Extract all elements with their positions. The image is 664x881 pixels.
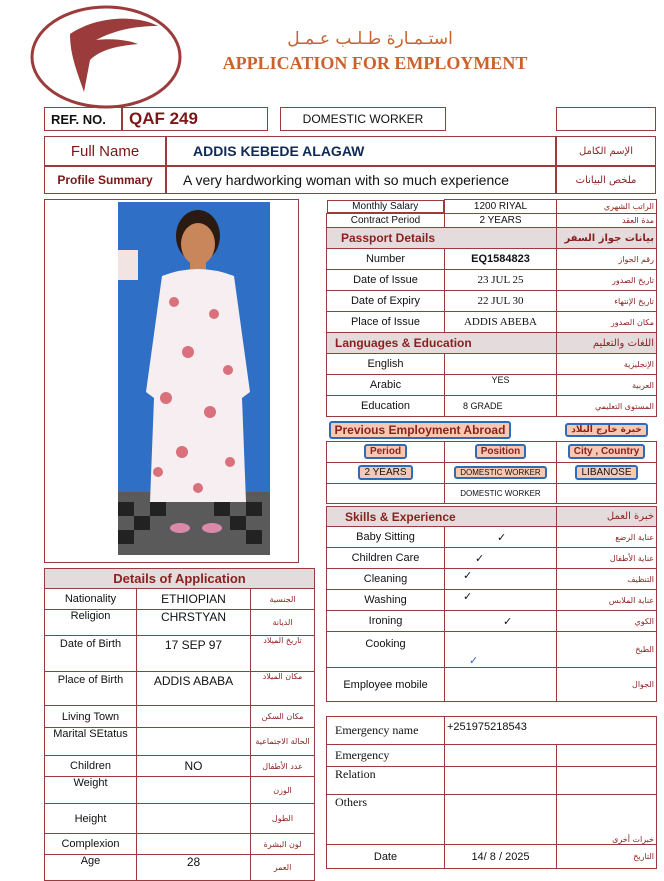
pob-label-ar: مكان الميلاد: [251, 672, 315, 706]
relation-row: [327, 767, 657, 795]
nationality-label-ar: الجنسية: [251, 589, 315, 610]
skills-header: [327, 507, 657, 527]
ref-number: QAF 249: [122, 107, 268, 131]
cleaning-label-ar: التنظيف: [557, 569, 657, 590]
children-value: NO: [137, 756, 251, 777]
others-label-ar: خبرات أخرى: [557, 795, 657, 845]
previous-row: [327, 462, 657, 483]
expiry-date-label: Date of Expiry: [327, 291, 445, 312]
previous-row: [327, 483, 657, 503]
company-logo: [30, 4, 182, 110]
relation-value: [445, 767, 557, 795]
language-row: [327, 354, 657, 375]
application-row: [45, 728, 315, 756]
application-row: [45, 804, 315, 834]
skill-row: [327, 527, 657, 548]
contract-period-value: 2 YEARS: [445, 214, 557, 228]
position-column: Position: [475, 444, 526, 459]
skills-title-ar: خبرة العمل: [557, 507, 657, 527]
previous-employment-table: [326, 420, 657, 504]
previous-employment-title: Previous Employment Abroad: [329, 421, 512, 439]
previous-country-empty: [557, 483, 657, 503]
issue-date-label: Date of Issue: [327, 270, 445, 291]
washing-label-ar: عناية الملابس: [557, 590, 657, 611]
emergency-table: [326, 716, 657, 869]
washing-check: ✓: [445, 590, 557, 611]
complexion-label: Complexion: [45, 834, 137, 855]
children-care-label: Children Care: [327, 548, 445, 569]
application-title: Details of Application: [45, 569, 315, 589]
application-row: [45, 756, 315, 777]
emergency-name-label: Emergency name: [327, 717, 445, 745]
ironing-label-ar: الكوي: [557, 611, 657, 632]
arabic-label: Arabic: [327, 375, 445, 396]
salary-label-ar: الراتب الشهري: [557, 200, 657, 214]
cooking-label: Cooking: [327, 632, 445, 668]
cleaning-check: ✓: [445, 569, 557, 590]
age-label-ar: العمر: [251, 855, 315, 881]
complexion-label-ar: لون البشرة: [251, 834, 315, 855]
arabic-value: YES: [445, 375, 557, 396]
children-care-check: ✓: [445, 548, 557, 569]
cooking-check: ✓: [445, 632, 557, 668]
religion-label: Religion: [45, 610, 137, 636]
previous-columns: [327, 441, 657, 462]
pob-label: Place of Birth: [45, 672, 137, 706]
passport-row: [327, 249, 657, 270]
languages-title: Languages & Education: [327, 333, 557, 354]
weight-value: [137, 777, 251, 804]
education-label-ar: المستوى التعليمي: [557, 396, 657, 417]
children-label-ar: عدد الأطفال: [251, 756, 315, 777]
period-column: Period: [364, 444, 407, 459]
application-row: [45, 777, 315, 804]
expiry-date-label-ar: تاريخ الإنتهاء: [557, 291, 657, 312]
emergency-row: [327, 745, 657, 767]
ref-empty-box: [556, 107, 656, 131]
dob-label-ar: تاريخ الميلاد: [251, 636, 315, 672]
employee-mobile-label-ar: الجوال: [557, 668, 657, 702]
baby-sitting-label-ar: عناية الرضع: [557, 527, 657, 548]
application-row: [45, 610, 315, 636]
language-row: [327, 375, 657, 396]
languages-title-ar: اللغات والتعليم: [557, 333, 657, 354]
skill-row: [327, 590, 657, 611]
employee-mobile-label: Employee mobile: [327, 668, 445, 702]
previous-country-value: LIBANOSE: [575, 465, 637, 480]
previous-period-empty: [327, 483, 445, 503]
cleaning-label: Cleaning: [327, 569, 445, 590]
previous-position-value-2: DOMESTIC WORKER: [445, 483, 557, 503]
full-name-label-ar: الإسم الكامل: [556, 136, 656, 166]
emergency-phone-value: +251975218543: [445, 717, 657, 745]
salary-value: 1200 RIYAL: [445, 200, 557, 214]
application-row: [45, 706, 315, 728]
title-arabic: استـمـارة طـلـب عـمـل: [287, 29, 453, 49]
nationality-label: Nationality: [45, 589, 137, 610]
height-label-ar: الطول: [251, 804, 315, 834]
passport-row: [327, 291, 657, 312]
skill-row: [327, 668, 657, 702]
skills-table: [326, 506, 657, 702]
passport-number-label-ar: رقم الجواز: [557, 249, 657, 270]
previous-period-value: 2 YEARS: [358, 465, 412, 480]
passport-table: [326, 199, 657, 417]
dob-label: Date of Birth: [45, 636, 137, 672]
age-label: Age: [45, 855, 137, 881]
previous-employment-title-ar: خبرة خارج البلاد: [565, 423, 647, 437]
profile-value: A very hardworking woman with so much experience: [166, 166, 556, 194]
living-town-label: Living Town: [45, 706, 137, 728]
date-label-ar: التاريخ: [557, 845, 657, 869]
language-row: [327, 396, 657, 417]
skill-row: [327, 548, 657, 569]
relation-extra: [557, 767, 657, 795]
dob-value: 17 SEP 97: [137, 636, 251, 672]
date-row: [327, 845, 657, 869]
nationality-value: ETHIOPIAN: [137, 589, 251, 610]
marital-status-label-ar: الحالة الاجتماعية: [251, 728, 315, 756]
religion-value: CHRSTYAN: [137, 610, 251, 636]
english-value: [445, 354, 557, 375]
applicant-photo: [118, 202, 270, 555]
height-label: Height: [45, 804, 137, 834]
title-english: APPLICATION FOR EMPLOYMENT: [222, 52, 528, 73]
passport-title: Passport Details: [327, 228, 557, 249]
ironing-check: ✓: [445, 611, 557, 632]
complexion-value: [137, 834, 251, 855]
others-value: [445, 795, 557, 845]
children-care-label-ar: عناية الأطفال: [557, 548, 657, 569]
height-value: [137, 804, 251, 834]
ref-position: DOMESTIC WORKER: [280, 107, 446, 131]
passport-number-value: EQ1584823: [445, 249, 557, 270]
employee-mobile-value: [445, 668, 557, 702]
children-label: Children: [45, 756, 137, 777]
skill-row: [327, 569, 657, 590]
pob-value: ADDIS ABABA: [137, 672, 251, 706]
contract-period-label-ar: مدة العقد: [557, 214, 657, 228]
emergency-extra: [557, 745, 657, 767]
country-column: City , Country: [568, 444, 646, 459]
marital-status-value: [137, 728, 251, 756]
full-name-value: ADDIS KEBEDE ALAGAW: [166, 136, 556, 166]
application-row: [45, 589, 315, 610]
profile-label: Profile Summary: [44, 166, 166, 194]
baby-sitting-label: Baby Sitting: [327, 527, 445, 548]
living-town-label-ar: مكان السكن: [251, 706, 315, 728]
application-row: [45, 855, 315, 881]
contract-period-label: Contract Period: [327, 214, 445, 228]
ironing-label: Ironing: [327, 611, 445, 632]
previous-header: [327, 420, 657, 441]
application-header: [45, 569, 315, 589]
emergency-name-row: [327, 717, 657, 745]
emergency-label: Emergency: [327, 745, 445, 767]
passport-row: [327, 270, 657, 291]
previous-position-value: DOMESTIC WORKER: [454, 466, 546, 479]
emergency-value: [445, 745, 557, 767]
issue-date-label-ar: تاريخ الصدور: [557, 270, 657, 291]
english-label: English: [327, 354, 445, 375]
marital-status-label: Marital SEtatus: [45, 728, 137, 756]
others-label: Others: [327, 795, 445, 845]
place-of-issue-value: ADDIS ABEBA: [445, 312, 557, 333]
place-of-issue-label: Place of Issue: [327, 312, 445, 333]
baby-sitting-check: ✓: [445, 527, 557, 548]
full-name-label: Full Name: [44, 136, 166, 166]
expiry-date-value: 22 JUL 30: [445, 291, 557, 312]
salary-label: Monthly Salary: [327, 200, 445, 213]
cooking-label-ar: الطبخ: [557, 632, 657, 668]
application-row: [45, 636, 315, 672]
languages-header: [327, 333, 657, 354]
skills-title: Skills & Experience: [327, 507, 557, 527]
religion-label-ar: الديانة: [251, 610, 315, 636]
english-label-ar: الإنجليزية: [557, 354, 657, 375]
date-value: 14/ 8 / 2025: [445, 845, 557, 869]
passport-header: [327, 228, 657, 249]
salary-row: [327, 200, 657, 214]
education-value: 8 GRADE: [445, 396, 557, 417]
passport-number-label: Number: [327, 249, 445, 270]
profile-label-ar: ملخص البيانات: [556, 166, 656, 194]
others-row: [327, 795, 657, 845]
contract-period-row: [327, 214, 657, 228]
age-value: 28: [137, 855, 251, 881]
issue-date-value: 23 JUL 25: [445, 270, 557, 291]
relation-label: Relation: [327, 767, 445, 795]
education-label: Education: [327, 396, 445, 417]
washing-label: Washing: [327, 590, 445, 611]
application-row: [45, 672, 315, 706]
date-label: Date: [327, 845, 445, 869]
skill-row: [327, 632, 657, 668]
ref-label: REF. NO.: [44, 107, 122, 131]
passport-title-ar: بيانات جواز السفر: [557, 228, 657, 249]
living-town-value: [137, 706, 251, 728]
arabic-label-ar: العربية: [557, 375, 657, 396]
application-row: [45, 834, 315, 855]
application-table: [44, 568, 315, 881]
weight-label: Weight: [45, 777, 137, 804]
passport-row: [327, 312, 657, 333]
skill-row: [327, 611, 657, 632]
place-of-issue-label-ar: مكان الصدور: [557, 312, 657, 333]
weight-label-ar: الوزن: [251, 777, 315, 804]
